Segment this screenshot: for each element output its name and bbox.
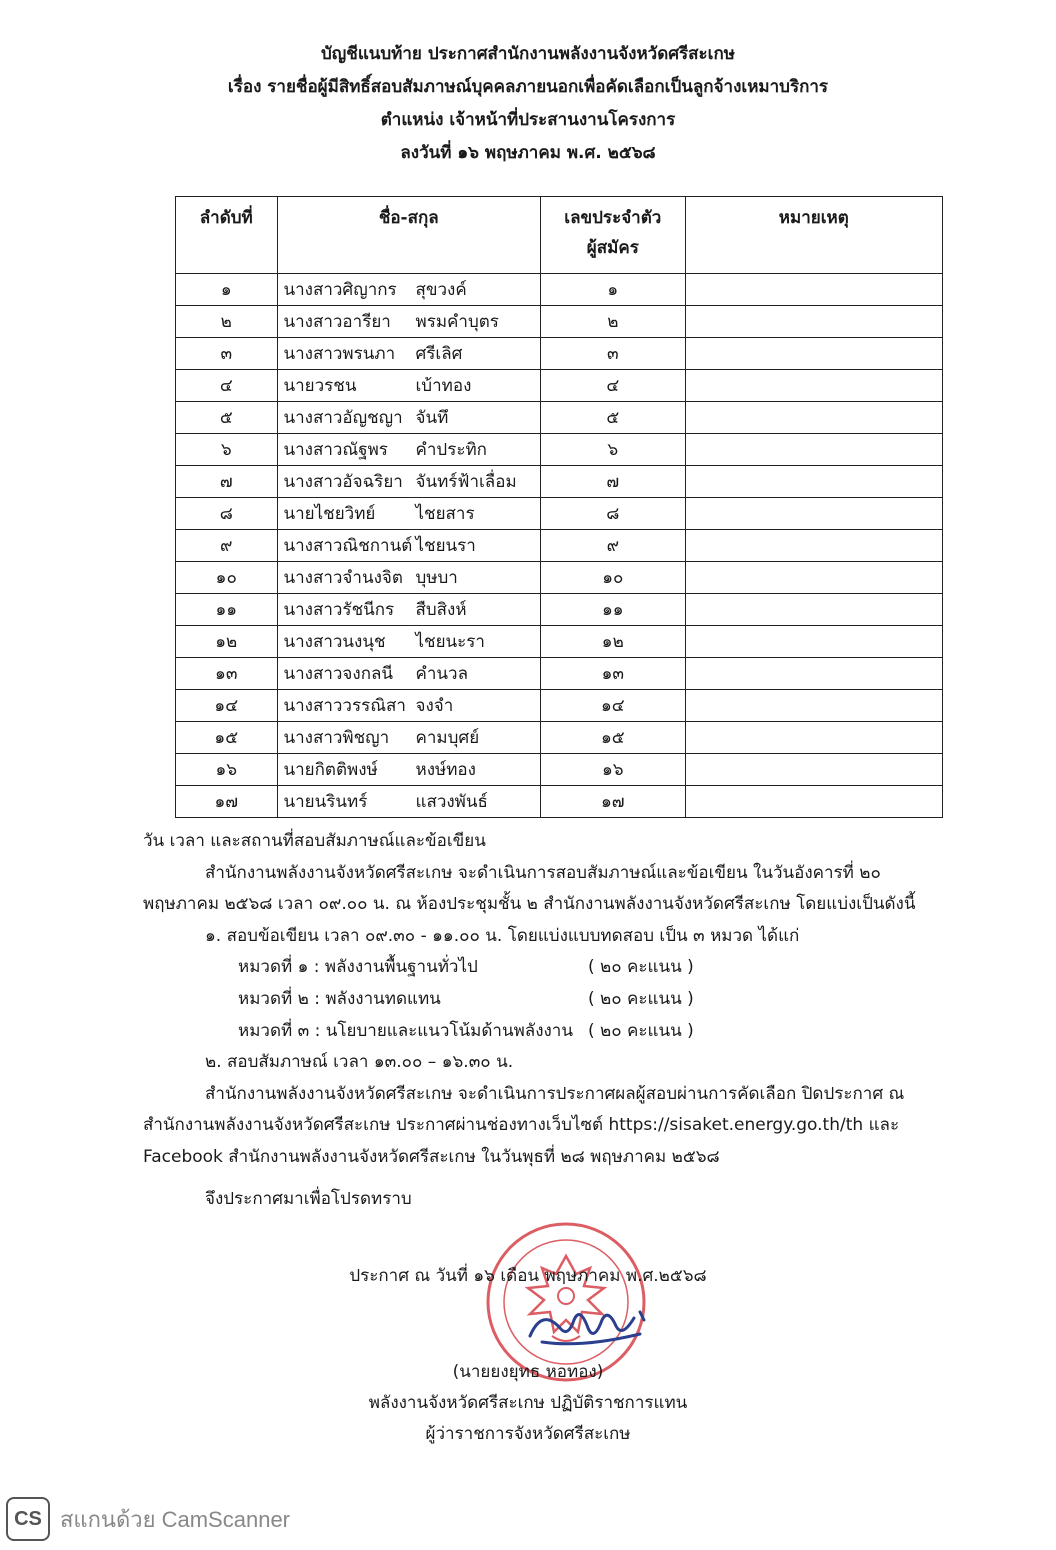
applicant-id: ๔ — [541, 370, 686, 402]
header-name: ชื่อ-สกุล — [277, 197, 541, 274]
remark — [685, 594, 942, 626]
candidate-last-name: ศรีเลิศ — [415, 344, 463, 364]
announce-date: ประกาศ ณ วันที่ ๑๖ เดือน พฤษภาคม พ.ศ.๒๕๖๘ — [349, 1266, 707, 1286]
applicant-id: ๘ — [541, 498, 686, 530]
candidate-first-name: นางสาวพิชญา — [283, 728, 390, 748]
applicant-id: ๕ — [541, 402, 686, 434]
candidate-first-name: นายนรินทร์ — [283, 792, 368, 812]
table-row — [176, 658, 943, 690]
candidate-last-name: หงษ์ทอง — [415, 760, 476, 780]
applicant-id: ๑ — [541, 274, 686, 306]
candidate-first-name: นางสาววรรณิสา — [283, 696, 406, 716]
candidate-last-name: ไชยนรา — [415, 536, 476, 556]
candidate-first-name: นางสาวศิญากร — [283, 280, 397, 300]
category-label: หมวดที่ ๒ : พลังงานทดแทน — [238, 988, 441, 1009]
remark — [685, 786, 942, 818]
schedule-line-1: สำนักงานพลังงานจังหวัดศรีสะเกษ จะดำเนินการสอบสัมภาษณ์และข้อเขียน ในวันอังคารที่ ๒๐ — [205, 862, 881, 883]
header-id-line2: ผู้สมัคร — [586, 238, 639, 258]
header-line-2: เรื่อง รายชื่อผู้มีสิทธิ์สอบสัมภาษณ์บุคคลภายนอกเพื่อคัดเลือกเป็นลูกจ้างเหมาบริการ — [227, 77, 829, 97]
closing-line: จึงประกาศมาเพื่อโปรดทราบ — [205, 1188, 412, 1209]
candidate-name — [277, 498, 541, 530]
table-row — [176, 306, 943, 338]
document-header — [0, 38, 1056, 170]
schedule-line-2: พฤษภาคม ๒๕๖๘ เวลา ๐๙.๐๐ น. ณ ห้องประชุมชั้น ๒ สำนักงานพลังงานจังหวัดศรีสะเกษ โดยแบ่งเป็นดังนี้ — [143, 894, 916, 915]
applicant-id: ๑๑ — [541, 594, 686, 626]
schedule-title: วัน เวลา และสถานที่สอบสัมภาษณ์และข้อเขียน — [143, 831, 486, 851]
remark — [685, 626, 942, 658]
signer-position-2: ผู้ว่าราชการจังหวัดศรีสะเกษ — [425, 1424, 631, 1444]
candidate-last-name: คำประทิก — [415, 440, 487, 460]
candidate-name — [277, 690, 541, 722]
remark — [685, 690, 942, 722]
candidate-name — [277, 722, 541, 754]
remark — [685, 498, 942, 530]
row-number: ๑๓ — [176, 658, 278, 690]
signer-position-1: พลังงานจังหวัดศรีสะเกษ ปฏิบัติราชการแทน — [368, 1393, 688, 1413]
candidate-last-name: คามบุศย์ — [415, 728, 480, 748]
category-score: ( ๒๐ คะแนน ) — [588, 1020, 694, 1041]
applicant-id: ๑๔ — [541, 690, 686, 722]
candidate-name — [277, 434, 541, 466]
candidate-first-name: นายกิตติพงษ์ — [283, 760, 378, 780]
row-number: ๑ — [176, 274, 278, 306]
table-row — [176, 562, 943, 594]
row-number: ๖ — [176, 434, 278, 466]
table-row — [176, 530, 943, 562]
remark — [685, 562, 942, 594]
candidate-first-name: นางสาวณิชกานต์ — [283, 536, 413, 556]
header-note: หมายเหตุ — [685, 197, 942, 274]
applicant-id: ๑๓ — [541, 658, 686, 690]
table-row — [176, 722, 943, 754]
candidate-last-name: จงจำ — [415, 696, 454, 716]
candidate-last-name: สืบสิงห์ — [415, 600, 467, 620]
candidate-last-name: พรมคำบุตร — [415, 312, 499, 332]
row-number: ๙ — [176, 530, 278, 562]
row-number: ๘ — [176, 498, 278, 530]
table-row — [176, 402, 943, 434]
row-number: ๓ — [176, 338, 278, 370]
row-number: ๒ — [176, 306, 278, 338]
candidate-name — [277, 626, 541, 658]
result-line-3: Facebook สำนักงานพลังงานจังหวัดศรีสะเกษ ในวันพุธที่ ๒๘ พฤษภาคม ๒๕๖๘ — [143, 1146, 720, 1167]
header-line-1: บัญชีแนบท้าย ประกาศสำนักงานพลังงานจังหวัดศรีสะเกษ — [321, 44, 735, 64]
candidate-name — [277, 338, 541, 370]
candidate-last-name: สุขวงค์ — [415, 280, 467, 300]
candidate-last-name: ไชยนะรา — [415, 632, 485, 652]
remark — [685, 722, 942, 754]
category-1 — [143, 952, 948, 984]
candidate-last-name: แสวงพันธ์ — [415, 792, 488, 812]
row-number: ๑๗ — [176, 786, 278, 818]
applicant-id: ๙ — [541, 530, 686, 562]
applicant-id: ๑๕ — [541, 722, 686, 754]
candidate-name — [277, 466, 541, 498]
exam-item-1: ๑. สอบข้อเขียน เวลา ๐๙.๓๐ - ๑๑.๐๐ น. โดยแบ่งแบบทดสอบ เป็น ๓ หมวด ได้แก่ — [205, 925, 800, 946]
candidate-last-name: จันทึ — [415, 408, 449, 428]
row-number: ๑๖ — [176, 754, 278, 786]
handwritten-signature — [522, 1298, 652, 1358]
remark — [685, 658, 942, 690]
candidate-last-name: คำนวล — [415, 664, 469, 684]
remark — [685, 434, 942, 466]
candidate-table — [175, 196, 943, 818]
header-id-line1: เลขประจำตัว — [564, 208, 662, 228]
remark — [685, 402, 942, 434]
camscanner-text: สแกนด้วย CamScanner — [60, 1506, 291, 1532]
candidate-first-name: นางสาวนงนุช — [283, 632, 386, 652]
candidate-first-name: นางสาวพรนภา — [283, 344, 396, 364]
table-row — [176, 690, 943, 722]
candidate-first-name: นางสาวจงกลนี — [283, 664, 394, 684]
applicant-id: ๒ — [541, 306, 686, 338]
remark — [685, 530, 942, 562]
category-label: หมวดที่ ๑ : พลังงานพื้นฐานทั่วไป — [238, 957, 478, 978]
document-body — [143, 826, 948, 1215]
category-3 — [143, 1016, 948, 1048]
camscanner-watermark — [6, 1497, 290, 1541]
remark — [685, 306, 942, 338]
result-line-2: สำนักงานพลังงานจังหวัดศรีสะเกษ ประกาศผ่านช่องทางเว็บไซต์ https://sisaket.energy.go.th/th และ — [143, 1115, 900, 1136]
candidate-first-name: นางสาวรัชนีกร — [283, 600, 395, 620]
candidate-first-name: นางสาวอารียา — [283, 312, 391, 332]
applicant-id: ๖ — [541, 434, 686, 466]
row-number: ๑๐ — [176, 562, 278, 594]
candidate-name — [277, 274, 541, 306]
applicant-id: ๑๐ — [541, 562, 686, 594]
result-line-1: สำนักงานพลังงานจังหวัดศรีสะเกษ จะดำเนินการประกาศผลผู้สอบผ่านการคัดเลือก ปิดประกาศ ณ — [205, 1083, 905, 1104]
table-row — [176, 594, 943, 626]
candidate-name — [277, 786, 541, 818]
candidate-first-name: นางสาวณัฐพร — [283, 440, 388, 460]
candidate-name — [277, 754, 541, 786]
header-no: ลำดับที่ — [176, 197, 278, 274]
table-row — [176, 466, 943, 498]
category-score: ( ๒๐ คะแนน ) — [588, 988, 694, 1009]
signer-name: (นายยงยุทธ หอทอง) — [452, 1362, 604, 1382]
exam-item-2: ๒. สอบสัมภาษณ์ เวลา ๑๓.๐๐ – ๑๖.๓๐ น. — [205, 1052, 514, 1073]
table-row — [176, 498, 943, 530]
candidate-last-name: เบ้าทอง — [415, 376, 472, 396]
row-number: ๑๕ — [176, 722, 278, 754]
row-number: ๕ — [176, 402, 278, 434]
candidate-name — [277, 306, 541, 338]
category-score: ( ๒๐ คะแนน ) — [588, 957, 694, 978]
table-header-row — [176, 197, 943, 274]
candidate-name — [277, 658, 541, 690]
row-number: ๑๔ — [176, 690, 278, 722]
remark — [685, 466, 942, 498]
applicant-id: ๗ — [541, 466, 686, 498]
row-number: ๑๑ — [176, 594, 278, 626]
candidate-name — [277, 530, 541, 562]
camscanner-logo: CS — [6, 1497, 50, 1541]
candidate-name — [277, 594, 541, 626]
header-line-3: ตำแหน่ง เจ้าหน้าที่ประสานงานโครงการ — [380, 110, 676, 130]
table-row — [176, 370, 943, 402]
table-row — [176, 626, 943, 658]
candidate-first-name: นายไชยวิทย์ — [283, 504, 376, 524]
row-number: ๔ — [176, 370, 278, 402]
table-row — [176, 434, 943, 466]
candidate-first-name: นายวรชน — [283, 376, 357, 396]
candidate-first-name: นางสาวจำนงจิต — [283, 568, 403, 588]
applicant-id: ๓ — [541, 338, 686, 370]
category-2 — [143, 984, 948, 1016]
candidate-first-name: นางสาวอัจฉริยา — [283, 472, 403, 492]
candidate-last-name: จันทร์ฟ้าเลื่อม — [415, 472, 517, 492]
remark — [685, 274, 942, 306]
row-number: ๑๒ — [176, 626, 278, 658]
row-number: ๗ — [176, 466, 278, 498]
table-row — [176, 274, 943, 306]
candidate-last-name: ไชยสาร — [415, 504, 475, 524]
header-line-4: ลงวันที่ ๑๖ พฤษภาคม พ.ศ. ๒๕๖๘ — [400, 143, 656, 163]
candidate-name — [277, 402, 541, 434]
category-label: หมวดที่ ๓ : นโยบายและแนวโน้มด้านพลังงาน — [238, 1020, 573, 1041]
remark — [685, 754, 942, 786]
remark — [685, 338, 942, 370]
candidate-last-name: บุษบา — [415, 568, 458, 588]
candidate-name — [277, 562, 541, 594]
table-row — [176, 786, 943, 818]
applicant-id: ๑๖ — [541, 754, 686, 786]
candidate-name — [277, 370, 541, 402]
header-id — [541, 197, 686, 274]
table-row — [176, 338, 943, 370]
applicant-id: ๑๗ — [541, 786, 686, 818]
candidate-first-name: นางสาวอัญชญา — [283, 408, 403, 428]
applicant-id: ๑๒ — [541, 626, 686, 658]
table-row — [176, 754, 943, 786]
remark — [685, 370, 942, 402]
